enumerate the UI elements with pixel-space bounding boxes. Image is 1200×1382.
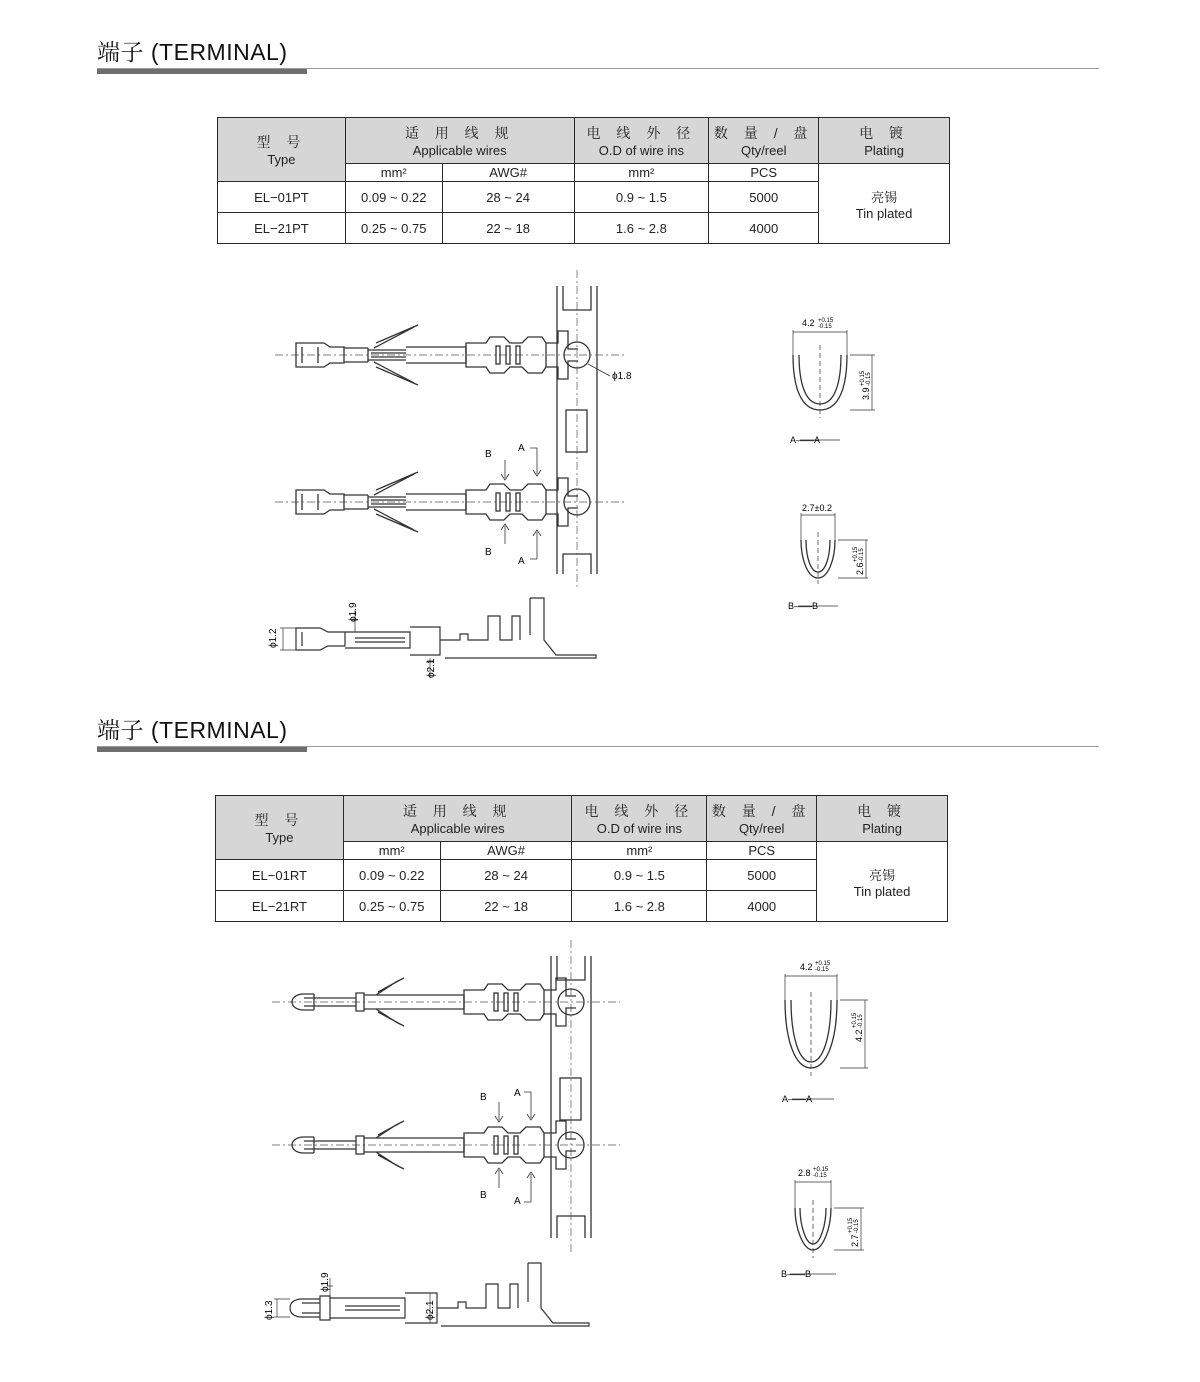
od-header: 电 线 外 径 O.D of wire ins <box>572 796 707 842</box>
secB-label: B——B <box>781 1269 812 1279</box>
unit-mm2: mm² <box>345 164 442 182</box>
secB-width-tol-up: +0.15 <box>813 1167 829 1173</box>
secA-height-tol-dn: -0.15 <box>858 1014 864 1028</box>
terminal-drawing-rt <box>0 940 1200 1360</box>
secB-width-dim: 2.8 <box>798 1168 811 1178</box>
mark-a-top: A <box>514 1088 521 1099</box>
unit-mm2: mm² <box>343 842 440 860</box>
plating-cell: 亮锡 Tin plated <box>819 164 950 244</box>
secA-width-dim: 4.2 <box>802 318 815 328</box>
unit-od: mm² <box>574 164 709 182</box>
mark-a-top: A <box>518 443 525 454</box>
secA-label: A——A <box>782 1094 813 1104</box>
table-row: EL−21RT 0.25 ~ 0.75 22 ~ 18 1.6 ~ 2.8 4000 <box>216 891 948 922</box>
secA-height-dim: 3.9 <box>861 387 871 400</box>
secA-height-dim: 4.2 <box>854 1029 864 1042</box>
section-accent-bar <box>97 69 307 74</box>
spec-table <box>215 795 948 922</box>
mark-b-top: B <box>480 1092 487 1103</box>
secB-height-tol-dn: -0.15 <box>859 548 865 562</box>
secA-width-tol-dn: -0.15 <box>815 967 829 973</box>
section-title: 端子 (TERMINAL) <box>97 39 288 65</box>
plating-header: 电 镀 Plating <box>817 796 948 842</box>
side-dia-2: ϕ1.9 <box>320 1272 331 1292</box>
mark-b-bottom: B <box>480 1190 487 1201</box>
unit-pcs: PCS <box>709 164 819 182</box>
table-row: EL−01PT 0.09 ~ 0.22 28 ~ 24 0.9 ~ 1.5 5000 <box>218 182 950 213</box>
section-accent-bar <box>97 747 307 752</box>
secA-height-tol-dn: -0.15 <box>866 372 872 386</box>
side-dia-3: ϕ2.1 <box>425 1300 436 1320</box>
secB-width-dim: 2.7±0.2 <box>802 503 832 513</box>
unit-awg: AWG# <box>440 842 572 860</box>
type-header: 型 号 Type <box>216 796 344 860</box>
mark-b-top: B <box>485 449 492 460</box>
applicable-wires-header: 适 用 线 规 Applicable wires <box>345 118 574 164</box>
secB-height-dim: 2.7 <box>850 1234 860 1247</box>
qty-header: 数 量 / 盘 Qty/reel <box>707 796 817 842</box>
unit-od: mm² <box>572 842 707 860</box>
qty-header: 数 量 / 盘 Qty/reel <box>709 118 819 164</box>
unit-pcs: PCS <box>707 842 817 860</box>
mark-a-bottom: A <box>514 1196 521 1207</box>
applicable-wires-header: 适 用 线 规 Applicable wires <box>343 796 572 842</box>
table-row: EL−01RT 0.09 ~ 0.22 28 ~ 24 0.9 ~ 1.5 5000 <box>216 860 948 891</box>
secA-width-tol-dn: -0.15 <box>818 324 832 330</box>
secA-width-dim: 4.2 <box>800 962 813 972</box>
unit-awg: AWG# <box>442 164 574 182</box>
side-dia-1: ϕ1.3 <box>264 1300 275 1320</box>
secB-height-tol-dn: -0.15 <box>854 1219 860 1233</box>
table-row: EL−21PT 0.25 ~ 0.75 22 ~ 18 1.6 ~ 2.8 4000 <box>218 213 950 244</box>
secA-width-tol-up: +0.15 <box>818 318 834 324</box>
side-dia-3: ϕ2.1 <box>426 658 437 678</box>
hole-diameter-label: ϕ1.8 <box>612 371 632 382</box>
secB-height-tol-up: +0.15 <box>853 546 859 562</box>
side-dia-2: ϕ1.9 <box>348 602 359 622</box>
type-header: 型 号 Type <box>218 118 346 182</box>
secA-height-tol-up: +0.15 <box>860 370 866 386</box>
mark-a-bottom: A <box>518 556 525 567</box>
secB-label: B——B <box>788 601 819 611</box>
secB-width-tol-dn: -0.15 <box>813 1173 827 1179</box>
mark-b-bottom: B <box>485 547 492 558</box>
plating-header: 电 镀 Plating <box>819 118 950 164</box>
secA-width-tol-up: +0.15 <box>815 961 831 967</box>
terminal-drawing-pt <box>0 270 1200 690</box>
secA-height-tol-up: +0.15 <box>852 1012 858 1028</box>
secB-height-dim: 2.6 <box>855 562 865 575</box>
plating-cell: 亮锡 Tin plated <box>817 842 948 922</box>
side-dia-1: ϕ1.2 <box>268 628 279 648</box>
secB-height-tol-up: +0.15 <box>848 1217 854 1233</box>
spec-table <box>217 117 950 244</box>
secA-label: A——A <box>790 435 821 445</box>
od-header: 电 线 外 径 O.D of wire ins <box>574 118 709 164</box>
section-title: 端子 (TERMINAL) <box>97 717 288 743</box>
